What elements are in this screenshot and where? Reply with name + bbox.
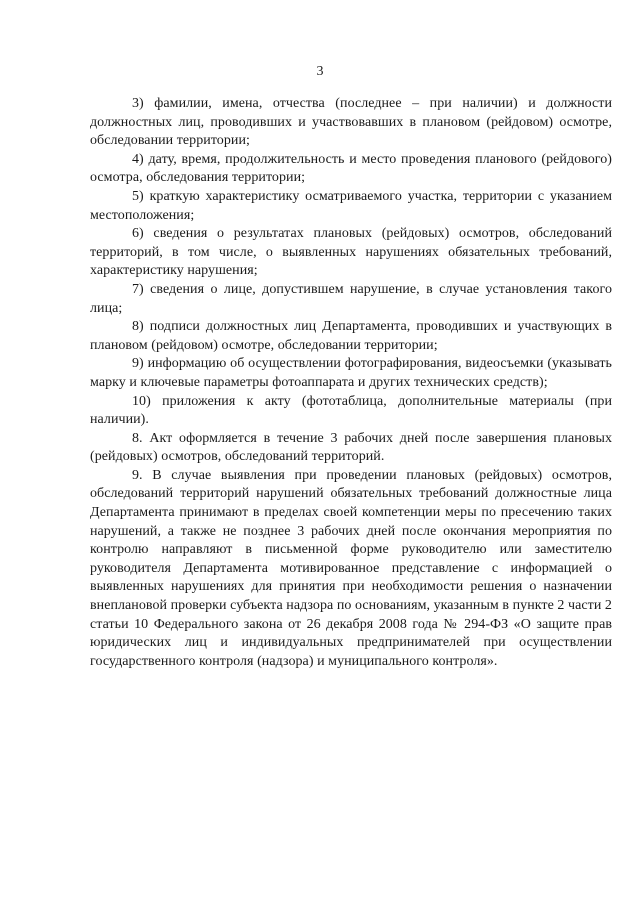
- clause-8-act-deadline: 8. Акт оформляется в течение 3 рабочих дней после завершения плановых (рейдовых) осмотров, обследований территорий.: [90, 430, 612, 465]
- item-6-inspection-results: 6) сведения о результатах плановых (рейдовых) осмотров, обследований территорий, в том числе, о выявленных нарушениях обязательных требований, характеристику нарушения;: [90, 226, 612, 279]
- item-10-attachments: 10) приложения к акту (фототаблица, дополнительные материалы (при наличии).: [90, 393, 612, 428]
- clause-9-violation-measures: 9. В случае выявления при проведении плановых (рейдовых) осмотров, обследований территорий нарушений обязательных требований должностные лица Департамента принимают в пределах своей компетенции меры по пресечению таких нарушений, а также не позднее 3 рабочих дней после окончания мероприятия по контролю направляют в письменной форме руководителю или заместителю руководителя Департамента мотивированное представление с информацией о выявленных нарушениях для принятия при необходимости решения о назначении внеплановой проверки субъекта надзора по основаниям, указанным в пункте 2 части 2 статьи 10 Федерального закона от 26 декабря 2008 года № 294-ФЗ «О защите прав юридических лиц и индивидуальных предпринимателей при осуществлении государственного контроля (надзора) и муниципального контроля».: [90, 467, 612, 669]
- document-body: [90, 95, 612, 671]
- item-4-date-time-place: 4) дату, время, продолжительность и место проведения планового (рейдового) осмотра, обследования территории;: [90, 151, 612, 186]
- item-5-site-description: 5) краткую характеристику осматриваемого участка, территории с указанием местоположения;: [90, 188, 612, 223]
- item-3-officials: 3) фамилии, имена, отчества (последнее – при наличии) и должности должностных лиц, проводивших и участвовавших в плановом (рейдовом) осмотре, обследовании территории;: [90, 96, 612, 149]
- page-number: 3: [316, 64, 324, 79]
- item-7-violator-info: 7) сведения о лице, допустившем нарушение, в случае установления такого лица;: [90, 281, 612, 316]
- item-9-photo-video-info: 9) информацию об осуществлении фотографирования, видеосъемки (указывать марку и ключевые параметры фотоаппарата и других технических средств);: [90, 356, 612, 390]
- item-8-signatures: 8) подписи должностных лиц Департамента, проводивших и участвующих в плановом (рейдовом) осмотре, обследовании территории;: [90, 319, 612, 353]
